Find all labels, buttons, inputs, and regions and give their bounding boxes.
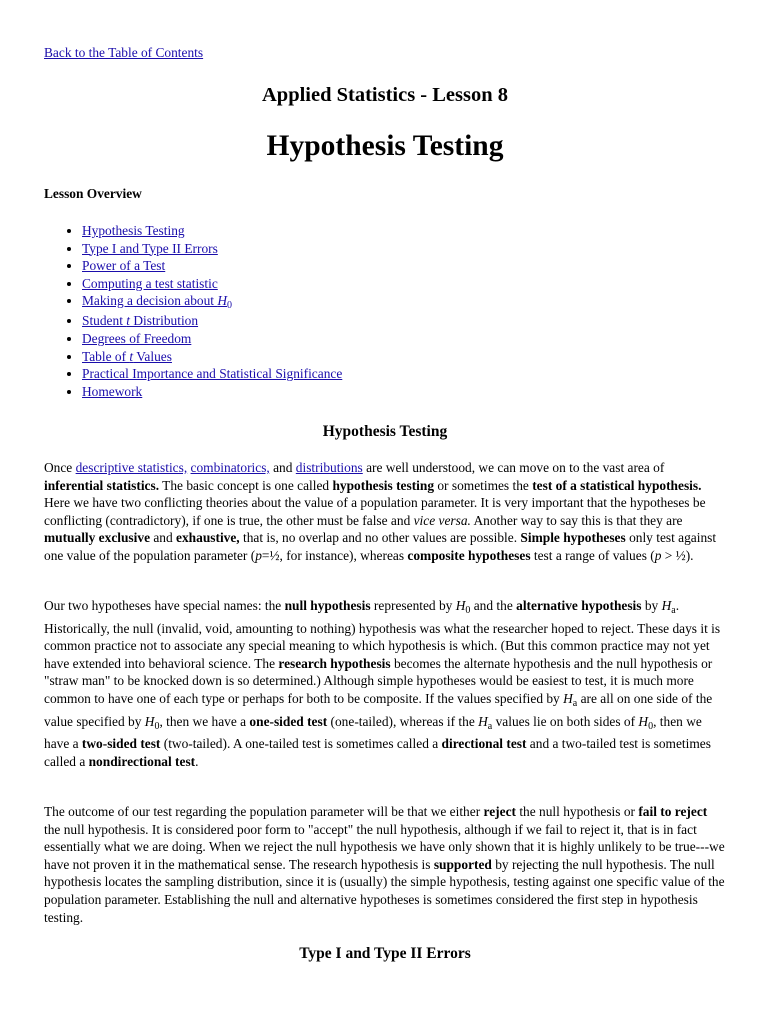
link-distributions[interactable]: distributions: [295, 460, 363, 475]
toc-item: [82, 222, 342, 240]
subscript: 0: [227, 300, 233, 312]
toc-link-student-t[interactable]: [82, 313, 198, 328]
toc-item: [82, 292, 342, 312]
toc-text: Distribution: [130, 313, 199, 329]
section-heading-hypothesis-testing: Hypothesis Testing: [322, 423, 448, 440]
toc-item: [82, 365, 342, 383]
toc-link-dof[interactable]: Degrees of Freedom: [82, 330, 192, 346]
toc-link-significance[interactable]: Practical Importance and Statistical Significance: [82, 366, 343, 382]
lesson-title: Applied Statistics - Lesson 8: [261, 84, 509, 106]
lesson-overview-heading: Lesson Overview: [44, 186, 142, 201]
paragraph-intro: Once descriptive statistics, combinatorics, and distributions are well understood, we can move on to the vast area of inferential statistics. The basic concept is one called hypothesis testing or sometimes the test of a statistical hypothesis. Here we have two conflicting theories about the value of a population parameter. It is very important that the hypotheses be conflicting (contradictory), if one is true, the other must be false and vice versa. Another way to say this is that they are mutually exclusive and exhaustive, that is, no overlap and no other values are possible. Simple hypotheses only test against one value of the population parameter (p=½, for instance), whereas composite hypotheses test a range of values (p > ½).: [44, 460, 717, 563]
toc-item: [82, 348, 342, 366]
h-symbol: H: [217, 293, 228, 309]
toc-link-t-table[interactable]: [82, 349, 172, 364]
toc-link-power[interactable]: Power of a Test: [82, 258, 166, 274]
section-heading-type-errors: Type I and Type II Errors: [299, 945, 471, 962]
toc-item: [82, 383, 342, 401]
toc-link-homework[interactable]: Homework: [82, 383, 143, 399]
back-to-contents-link[interactable]: Back to the Table of Contents: [44, 45, 204, 60]
t-symbol: t: [126, 313, 130, 329]
link-descriptive-statistics[interactable]: descriptive statistics,: [75, 460, 188, 475]
toc-item: [82, 275, 342, 293]
toc-text: Table of: [82, 348, 130, 364]
toc-link-decision[interactable]: [82, 293, 233, 312]
toc-item: [82, 240, 342, 258]
toc-item: [82, 330, 342, 348]
toc-item: [82, 257, 342, 275]
toc-link-test-statistic[interactable]: Computing a test statistic: [82, 275, 218, 291]
link-combinatorics[interactable]: combinatorics,: [190, 460, 270, 475]
toc-link-errors[interactable]: Type I and Type II Errors: [82, 240, 218, 256]
toc-list: [44, 222, 342, 400]
toc-text: Making a decision about: [82, 293, 218, 309]
paragraph-null-alternative: Our two hypotheses have special names: the null hypothesis represented by $H_0$ and the alternative hypothesis by $H_a$. Historically, the null (invalid, void, amounting to nothing) hypothesis was what the researcher hoped to reject. These days it is common practice not to associate any special meaning to which hypothesis is which. (But this common practice may not yet have extended into behavioral science. The research hypothesis becomes the alternate hypothesis and the null hypothesis or "straw man" to be knocked down is so determined.) Although simple hypotheses would be easiest to test, it is much more common to have one of each type or perhaps for both to be composite. If the values specified by $H_a$ are all on one side of the value specified by $H_0$, then we have a one-sided test (one-tailed), whereas if the $H_a$ values lie on both sides of $H_0$, then we have a two-sided test (two-tailed). A one-tailed test is sometimes called a directional test and a two-tailed test is sometimes called a nondirectional test.: [44, 598, 721, 769]
toc-text: Values: [133, 348, 172, 364]
toc-text: Student: [82, 313, 127, 329]
toc-link-hypothesis-testing[interactable]: Hypothesis Testing: [82, 223, 185, 238]
page-title: Hypothesis Testing: [266, 130, 504, 162]
t-symbol: t: [129, 348, 134, 364]
paragraph-outcome: The outcome of our test regarding the population parameter will be that we either reject the null hypothesis or fail to reject the null hypothesis. It is considered poor form to "accept" the null hypothesis, although if we fail to reject it, that is in fact essentially what we are doing. When we reject the null hypothesis we have only shown that it is highly unlikely to be true---we have not proven it in the mathematical sense. The research hypothesis is supported by rejecting the null hypothesis. The null hypothesis locates the sampling distribution, since it is (usually) the simple hypothesis, testing against one specific value of the population parameter. Establishing the null and alternative hypotheses is sometimes considered the first step in hypothesis testing.: [44, 804, 725, 925]
toc-item: [82, 312, 342, 330]
